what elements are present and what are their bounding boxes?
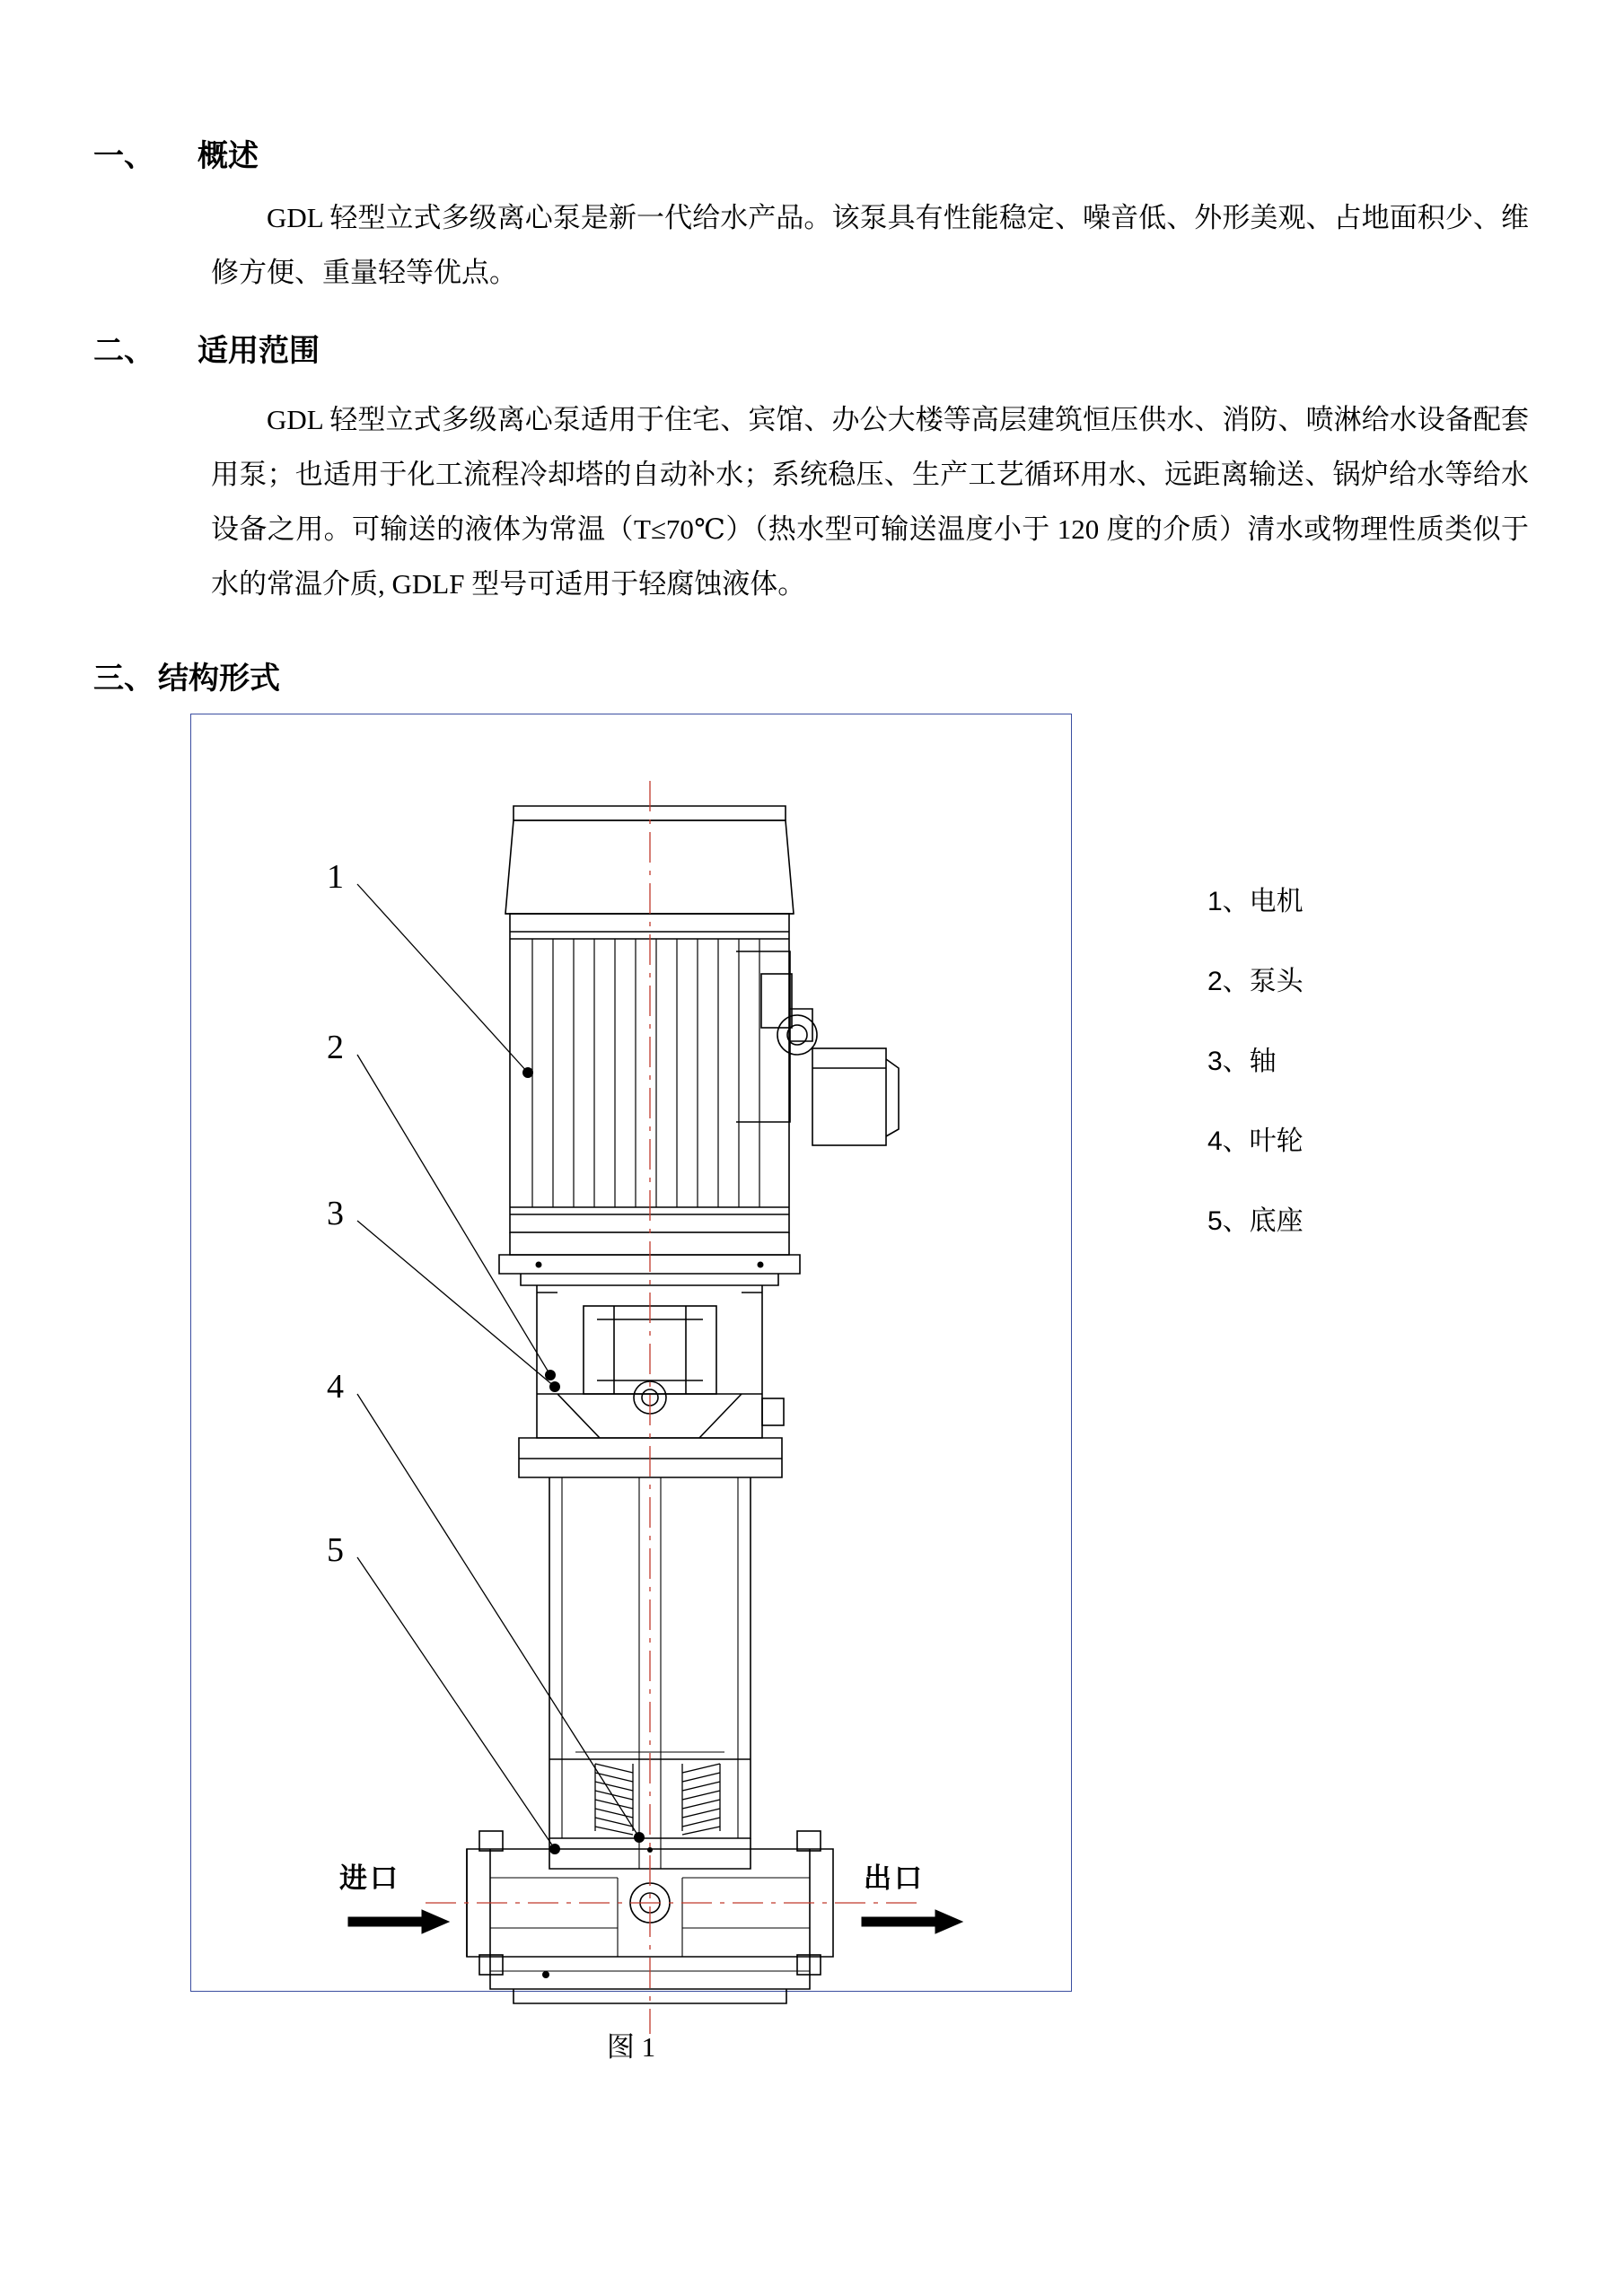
callout-5: 5	[327, 1531, 344, 1569]
heading-2-title: 适用范围	[198, 334, 320, 368]
legend-item-3: 3、轴	[1207, 1047, 1277, 1076]
inlet-label: 进口	[339, 1862, 400, 1894]
legend-item-5: 5、底座	[1207, 1206, 1304, 1236]
legend-item-1: 1、电机	[1207, 887, 1304, 916]
callout-4: 4	[327, 1368, 344, 1406]
callout-3: 3	[327, 1195, 344, 1232]
paragraph-scope-text: GDL 轻型立式多级离心泵适用于住宅、宾馆、办公大楼等高层建筑恒压供水、消防、喷淋给水设备配套用泵；也适用于化工流程冷却塔的自动补水；系统稳压、生产工艺循环用水、远距离输送、锅炉给水等给水设备之用。可输送的液体为常温（T≤70℃）（热水型可输送温度小于 120 度的介质）清水或物理性质类似于水的常温介质, GDLF 型号可适用于轻腐蚀液体。	[211, 404, 1529, 600]
heading-1-number: 一、	[93, 139, 154, 173]
paragraph-overview-text: GDL 轻型立式多级离心泵是新一代给水产品。该泵具有性能稳定、噪音低、外形美观、占地面积少、维修方便、重量轻等优点。	[211, 202, 1529, 288]
heading-1-title: 概述	[198, 139, 259, 173]
figure-caption: 图 1	[606, 2031, 656, 2063]
figure-legend	[1207, 862, 1304, 1261]
callout-1: 1	[327, 858, 344, 896]
callout-2: 2	[327, 1029, 344, 1066]
outlet-label: 出口	[864, 1862, 925, 1894]
legend-item-2: 2、泵头	[1207, 967, 1304, 996]
heading-3-number: 三、	[93, 662, 154, 696]
heading-3-title: 结构形式	[158, 662, 280, 696]
legend-item-4: 4、叶轮	[1207, 1126, 1304, 1156]
heading-2-number: 二、	[93, 334, 154, 368]
